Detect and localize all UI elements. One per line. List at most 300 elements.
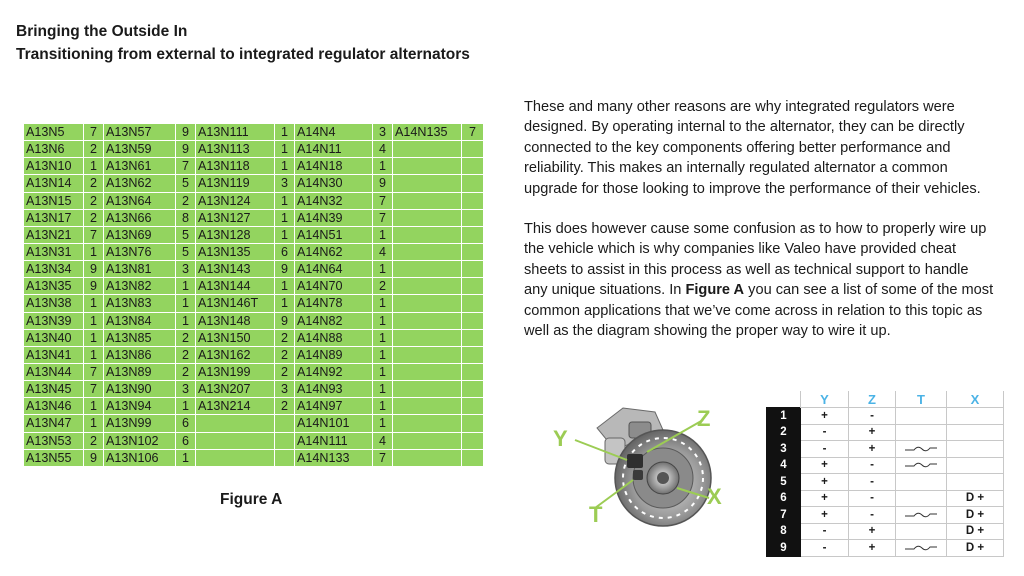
application-code-cell: A14N88 <box>295 329 373 346</box>
application-code-cell: A13N119 <box>196 175 275 192</box>
application-code-cell: A14N51 <box>295 226 373 243</box>
wiring-config-cell: 9 <box>84 278 104 295</box>
application-row <box>24 124 484 141</box>
wiring-config-cell <box>462 415 484 432</box>
wiring-config-cell: 1 <box>84 158 104 175</box>
wiring-row <box>767 424 1004 441</box>
wiring-x-cell <box>947 457 1004 474</box>
terminal-y-label: Y <box>553 426 568 451</box>
wiring-config-cell <box>462 158 484 175</box>
wiring-config-cell: 1 <box>176 278 196 295</box>
wiring-config-cell: 7 <box>84 381 104 398</box>
wiring-config-cell: 6 <box>176 415 196 432</box>
wiring-row <box>767 490 1004 507</box>
application-code-cell <box>393 346 462 363</box>
wiring-config-cell: 7 <box>373 209 393 226</box>
wiring-config-cell <box>462 398 484 415</box>
application-row <box>24 141 484 158</box>
wiring-config-cell: 2 <box>176 346 196 363</box>
wiring-t-cell <box>896 474 947 491</box>
wiring-row-number: 9 <box>767 540 801 557</box>
wiring-z-cell: + <box>849 441 896 458</box>
application-code-cell: A13N76 <box>104 243 176 260</box>
application-code-cell: A14N62 <box>295 243 373 260</box>
application-code-cell <box>393 209 462 226</box>
wiring-config-cell: 2 <box>275 329 295 346</box>
wiring-z-cell: - <box>849 490 896 507</box>
wiring-config-cell: 9 <box>275 261 295 278</box>
wiring-header-t: T <box>896 391 947 408</box>
wiring-t-cell <box>896 523 947 540</box>
wiring-z-cell: - <box>849 457 896 474</box>
wiring-z-cell: + <box>849 523 896 540</box>
application-code-cell: A13N148 <box>196 312 275 329</box>
wiring-config-cell <box>462 432 484 449</box>
application-code-cell: A13N66 <box>104 209 176 226</box>
slide-subtitle: Transitioning from external to integrated regulator alternators <box>16 46 470 63</box>
application-code-cell: A13N59 <box>104 141 176 158</box>
wiring-config-cell: 3 <box>176 381 196 398</box>
wiring-config-cell: 7 <box>84 124 104 141</box>
application-code-cell: A14N111 <box>295 432 373 449</box>
wiring-config-cell: 4 <box>373 141 393 158</box>
paragraph-2-end: you can see a list of some of the most common applications that we’ve come across in relation to this topic as well as the diagram showing the proper way to wire it up. <box>524 282 994 340</box>
application-code-cell <box>393 381 462 398</box>
wiring-header-row <box>767 391 1004 408</box>
application-code-cell <box>393 226 462 243</box>
application-code-cell: A13N62 <box>104 175 176 192</box>
application-row <box>24 363 484 380</box>
wiring-row-number: 2 <box>767 424 801 441</box>
figure-caption: Figure A <box>220 491 283 508</box>
application-row <box>24 209 484 226</box>
wiring-config-cell: 5 <box>176 175 196 192</box>
wiring-config-cell <box>462 449 484 466</box>
resistor-wave-icon <box>904 543 938 553</box>
wiring-config-cell: 5 <box>176 243 196 260</box>
application-code-cell: A13N34 <box>24 261 84 278</box>
application-row <box>24 415 484 432</box>
wiring-x-cell <box>947 408 1004 425</box>
wiring-z-cell: - <box>849 474 896 491</box>
application-code-cell <box>393 175 462 192</box>
wiring-config-cell: 1 <box>176 295 196 312</box>
application-code-cell: A13N40 <box>24 329 84 346</box>
application-code-cell: A13N99 <box>104 415 176 432</box>
wiring-config-cell: 7 <box>84 226 104 243</box>
application-row <box>24 226 484 243</box>
wiring-config-cell: 3 <box>373 124 393 141</box>
application-code-cell: A14N92 <box>295 363 373 380</box>
wiring-config-cell <box>462 278 484 295</box>
wiring-config-cell: 2 <box>176 329 196 346</box>
application-code-cell: A13N41 <box>24 346 84 363</box>
application-code-cell: A14N70 <box>295 278 373 295</box>
wiring-config-cell: 1 <box>373 398 393 415</box>
wiring-config-cell: 1 <box>275 141 295 158</box>
application-code-cell: A14N133 <box>295 449 373 466</box>
application-code-cell: A13N15 <box>24 192 84 209</box>
wiring-config-cell: 9 <box>275 312 295 329</box>
wiring-config-cell: 1 <box>275 192 295 209</box>
wiring-x-cell: D + <box>947 507 1004 524</box>
alternator-illustration <box>545 390 745 530</box>
application-code-cell: A13N86 <box>104 346 176 363</box>
application-code-cell: A13N46 <box>24 398 84 415</box>
application-code-cell: A13N111 <box>196 124 275 141</box>
application-code-cell: A14N93 <box>295 381 373 398</box>
wiring-table-body <box>767 408 1004 557</box>
application-code-cell <box>196 449 275 466</box>
wiring-row-number: 1 <box>767 408 801 425</box>
wiring-z-cell: + <box>849 540 896 557</box>
application-code-cell: A13N94 <box>104 398 176 415</box>
application-code-cell: A14N18 <box>295 158 373 175</box>
wiring-y-cell: - <box>801 441 849 458</box>
application-code-cell <box>196 432 275 449</box>
application-code-cell: A13N102 <box>104 432 176 449</box>
wiring-config-cell <box>462 381 484 398</box>
application-row <box>24 329 484 346</box>
wiring-y-cell: + <box>801 474 849 491</box>
terminal-t-label: T <box>589 502 603 527</box>
wiring-config-cell: 1 <box>373 381 393 398</box>
application-code-cell: A13N162 <box>196 346 275 363</box>
application-row <box>24 175 484 192</box>
wiring-config-cell: 1 <box>373 415 393 432</box>
wiring-config-cell: 2 <box>84 141 104 158</box>
wiring-y-cell: + <box>801 507 849 524</box>
wiring-row-number: 7 <box>767 507 801 524</box>
application-code-cell: A13N14 <box>24 175 84 192</box>
wiring-config-cell: 1 <box>84 243 104 260</box>
paragraph-2-start: This does however cause some confusion as to how to properly wire up the vehicle which is why companies like Valeo have provided cheat sheets to assist in this process as well as technical support to handle any unique situations. In <box>524 221 987 299</box>
wiring-config-cell <box>462 243 484 260</box>
application-code-cell: A14N39 <box>295 209 373 226</box>
application-code-cell: A13N106 <box>104 449 176 466</box>
application-code-cell: A13N6 <box>24 141 84 158</box>
application-code-cell: A14N11 <box>295 141 373 158</box>
application-code-cell: A13N128 <box>196 226 275 243</box>
application-row <box>24 295 484 312</box>
wiring-x-cell: D + <box>947 523 1004 540</box>
wiring-config-cell: 6 <box>275 243 295 260</box>
resistor-wave-icon <box>904 510 938 520</box>
wiring-x-cell <box>947 441 1004 458</box>
application-code-cell: A13N47 <box>24 415 84 432</box>
wiring-row-number: 6 <box>767 490 801 507</box>
application-code-cell: A13N207 <box>196 381 275 398</box>
wiring-x-cell: D + <box>947 490 1004 507</box>
application-row <box>24 261 484 278</box>
wiring-y-cell: + <box>801 490 849 507</box>
wiring-config-cell: 3 <box>176 261 196 278</box>
application-code-cell: A13N10 <box>24 158 84 175</box>
paragraph-1: These and many other reasons are why integrated regulators were designed. By operating internal to the alternator, they can be directly connected to the key components offering better performance and reliability. This makes an internally regulated alternator a common upgrade for those looking to improve the performance of their vehicles. <box>524 99 981 197</box>
application-code-cell <box>393 415 462 432</box>
wiring-config-cell: 1 <box>84 398 104 415</box>
wiring-config-cell: 7 <box>176 158 196 175</box>
wiring-config-cell: 9 <box>84 261 104 278</box>
wiring-config-cell: 2 <box>84 209 104 226</box>
application-code-cell: A14N78 <box>295 295 373 312</box>
wiring-z-cell: - <box>849 507 896 524</box>
resistor-wave-icon <box>904 460 938 470</box>
wiring-config-cell: 5 <box>176 226 196 243</box>
wiring-config-cell: 2 <box>84 192 104 209</box>
wiring-config-cell: 1 <box>84 346 104 363</box>
application-code-cell <box>393 312 462 329</box>
wiring-config-cell: 2 <box>176 363 196 380</box>
wiring-config-cell: 7 <box>84 363 104 380</box>
wiring-config-cell: 1 <box>84 295 104 312</box>
wiring-config-cell: 1 <box>176 398 196 415</box>
wiring-config-cell <box>462 329 484 346</box>
application-code-cell <box>393 398 462 415</box>
wiring-config-cell: 1 <box>373 158 393 175</box>
wiring-header-x: X <box>947 391 1004 408</box>
wiring-x-cell: D + <box>947 540 1004 557</box>
application-code-cell: A14N82 <box>295 312 373 329</box>
wiring-config-cell: 1 <box>275 295 295 312</box>
wiring-config-cell: 1 <box>373 329 393 346</box>
wiring-config-cell: 1 <box>176 312 196 329</box>
wiring-header-z: Z <box>849 391 896 408</box>
wiring-config-cell: 4 <box>373 243 393 260</box>
wiring-config-cell <box>462 175 484 192</box>
application-code-cell <box>393 363 462 380</box>
application-code-cell: A13N113 <box>196 141 275 158</box>
wiring-config-cell: 1 <box>373 295 393 312</box>
wiring-row <box>767 408 1004 425</box>
application-code-cell: A14N32 <box>295 192 373 209</box>
slide-title-block <box>16 20 470 66</box>
paragraph-2 <box>524 219 994 341</box>
wiring-config-cell: 1 <box>84 312 104 329</box>
application-code-cell <box>393 261 462 278</box>
application-code-cell: A13N83 <box>104 295 176 312</box>
application-code-cell: A13N64 <box>104 192 176 209</box>
application-code-cell <box>393 192 462 209</box>
application-code-cell: A13N127 <box>196 209 275 226</box>
application-row <box>24 449 484 466</box>
application-row <box>24 312 484 329</box>
wiring-t-cell <box>896 540 947 557</box>
application-code-cell: A13N143 <box>196 261 275 278</box>
wiring-row <box>767 474 1004 491</box>
wiring-config-cell: 6 <box>176 432 196 449</box>
application-code-cell: A13N21 <box>24 226 84 243</box>
application-code-cell: A13N35 <box>24 278 84 295</box>
wiring-config-cell <box>462 312 484 329</box>
wiring-row <box>767 457 1004 474</box>
wiring-config-cell: 3 <box>275 381 295 398</box>
wiring-config-cell: 2 <box>275 363 295 380</box>
application-code-cell: A13N82 <box>104 278 176 295</box>
application-code-cell: A14N89 <box>295 346 373 363</box>
resistor-wave-icon <box>904 444 938 454</box>
application-code-cell: A13N118 <box>196 158 275 175</box>
wiring-config-cell <box>462 363 484 380</box>
wiring-config-cell: 1 <box>373 261 393 278</box>
wiring-config-cell: 2 <box>84 432 104 449</box>
wiring-t-cell <box>896 490 947 507</box>
wiring-config-cell <box>275 449 295 466</box>
applications-table <box>23 123 484 467</box>
wiring-x-cell <box>947 424 1004 441</box>
application-row <box>24 398 484 415</box>
wiring-config-cell: 7 <box>373 192 393 209</box>
wiring-row-number: 8 <box>767 523 801 540</box>
wiring-config-cell: 1 <box>176 449 196 466</box>
application-code-cell: A13N69 <box>104 226 176 243</box>
wiring-config-cell: 1 <box>373 346 393 363</box>
application-code-cell: A14N135 <box>393 124 462 141</box>
wiring-z-cell: + <box>849 424 896 441</box>
application-code-cell: A13N61 <box>104 158 176 175</box>
wiring-config-cell <box>462 295 484 312</box>
wiring-config-cell: 2 <box>176 192 196 209</box>
application-code-cell <box>393 243 462 260</box>
application-row <box>24 158 484 175</box>
wiring-y-cell: - <box>801 424 849 441</box>
wiring-config-cell: 7 <box>373 449 393 466</box>
wiring-config-cell <box>462 261 484 278</box>
applications-table-body <box>24 124 484 467</box>
terminal-z-label: Z <box>697 406 711 431</box>
application-row <box>24 192 484 209</box>
wiring-config-cell: 1 <box>275 209 295 226</box>
wiring-x-cell <box>947 474 1004 491</box>
wiring-config-cell: 3 <box>275 175 295 192</box>
application-code-cell: A13N84 <box>104 312 176 329</box>
application-code-cell: A13N5 <box>24 124 84 141</box>
wiring-y-cell: - <box>801 540 849 557</box>
terminal-x-label: X <box>707 484 722 509</box>
application-code-cell: A13N199 <box>196 363 275 380</box>
application-code-cell <box>393 141 462 158</box>
application-code-cell: A13N85 <box>104 329 176 346</box>
wiring-config-cell: 1 <box>373 226 393 243</box>
application-row <box>24 346 484 363</box>
wiring-t-cell <box>896 424 947 441</box>
wiring-config-cell <box>462 192 484 209</box>
application-code-cell: A14N97 <box>295 398 373 415</box>
application-code-cell <box>393 329 462 346</box>
wiring-config-cell: 2 <box>275 398 295 415</box>
wiring-config-cell: 1 <box>275 226 295 243</box>
wiring-config-cell <box>462 141 484 158</box>
wiring-row <box>767 507 1004 524</box>
application-row <box>24 432 484 449</box>
wiring-config-cell: 9 <box>84 449 104 466</box>
wiring-config-cell: 9 <box>373 175 393 192</box>
wiring-row <box>767 540 1004 557</box>
wiring-y-cell: + <box>801 457 849 474</box>
application-code-cell <box>393 295 462 312</box>
application-code-cell: A13N144 <box>196 278 275 295</box>
application-row <box>24 278 484 295</box>
wiring-row-number: 3 <box>767 441 801 458</box>
wiring-config-cell: 1 <box>84 415 104 432</box>
application-row <box>24 243 484 260</box>
wiring-config-cell <box>275 415 295 432</box>
wiring-row <box>767 441 1004 458</box>
application-code-cell: A13N135 <box>196 243 275 260</box>
wiring-row-number: 5 <box>767 474 801 491</box>
wiring-corner <box>767 391 801 408</box>
wiring-config-cell: 7 <box>462 124 484 141</box>
wiring-config-cell: 9 <box>176 124 196 141</box>
application-code-cell: A13N53 <box>24 432 84 449</box>
wiring-header-y: Y <box>801 391 849 408</box>
application-code-cell <box>393 158 462 175</box>
application-code-cell: A13N150 <box>196 329 275 346</box>
wiring-row-number: 4 <box>767 457 801 474</box>
application-code-cell: A14N64 <box>295 261 373 278</box>
application-code-cell: A13N17 <box>24 209 84 226</box>
wiring-config-cell: 2 <box>373 278 393 295</box>
application-code-cell <box>393 278 462 295</box>
application-code-cell: A13N124 <box>196 192 275 209</box>
wiring-config-cell <box>462 346 484 363</box>
wiring-config-cell <box>462 209 484 226</box>
application-code-cell: A14N101 <box>295 415 373 432</box>
application-code-cell: A13N44 <box>24 363 84 380</box>
wiring-config-cell <box>275 432 295 449</box>
wiring-config-cell: 2 <box>275 346 295 363</box>
application-code-cell: A13N89 <box>104 363 176 380</box>
wiring-diagram-table <box>766 391 1004 557</box>
application-code-cell: A13N31 <box>24 243 84 260</box>
wiring-config-cell: 9 <box>176 141 196 158</box>
wiring-config-cell: 2 <box>84 175 104 192</box>
wiring-y-cell: + <box>801 408 849 425</box>
wiring-t-cell <box>896 457 947 474</box>
application-code-cell: A13N214 <box>196 398 275 415</box>
application-code-cell: A14N4 <box>295 124 373 141</box>
wiring-config-cell: 1 <box>373 312 393 329</box>
application-code-cell: A13N81 <box>104 261 176 278</box>
application-code-cell: A13N55 <box>24 449 84 466</box>
wiring-config-cell: 8 <box>176 209 196 226</box>
application-code-cell: A13N38 <box>24 295 84 312</box>
figure-a-reference: Figure A <box>685 282 745 299</box>
wiring-config-cell: 1 <box>275 278 295 295</box>
application-code-cell <box>393 432 462 449</box>
application-code-cell <box>196 415 275 432</box>
application-code-cell: A14N30 <box>295 175 373 192</box>
wiring-t-cell <box>896 408 947 425</box>
wiring-config-cell <box>462 226 484 243</box>
wiring-row <box>767 523 1004 540</box>
wiring-t-cell <box>896 441 947 458</box>
application-code-cell: A13N90 <box>104 381 176 398</box>
application-row <box>24 381 484 398</box>
body-text <box>524 97 994 341</box>
application-code-cell: A13N57 <box>104 124 176 141</box>
application-code-cell: A13N39 <box>24 312 84 329</box>
wiring-config-cell: 1 <box>275 158 295 175</box>
wiring-config-cell: 4 <box>373 432 393 449</box>
wiring-config-cell: 1 <box>275 124 295 141</box>
wiring-t-cell <box>896 507 947 524</box>
wiring-z-cell: - <box>849 408 896 425</box>
slide-title: Bringing the Outside In <box>16 23 188 40</box>
wiring-config-cell: 1 <box>84 329 104 346</box>
application-code-cell <box>393 449 462 466</box>
application-code-cell: A13N146T <box>196 295 275 312</box>
